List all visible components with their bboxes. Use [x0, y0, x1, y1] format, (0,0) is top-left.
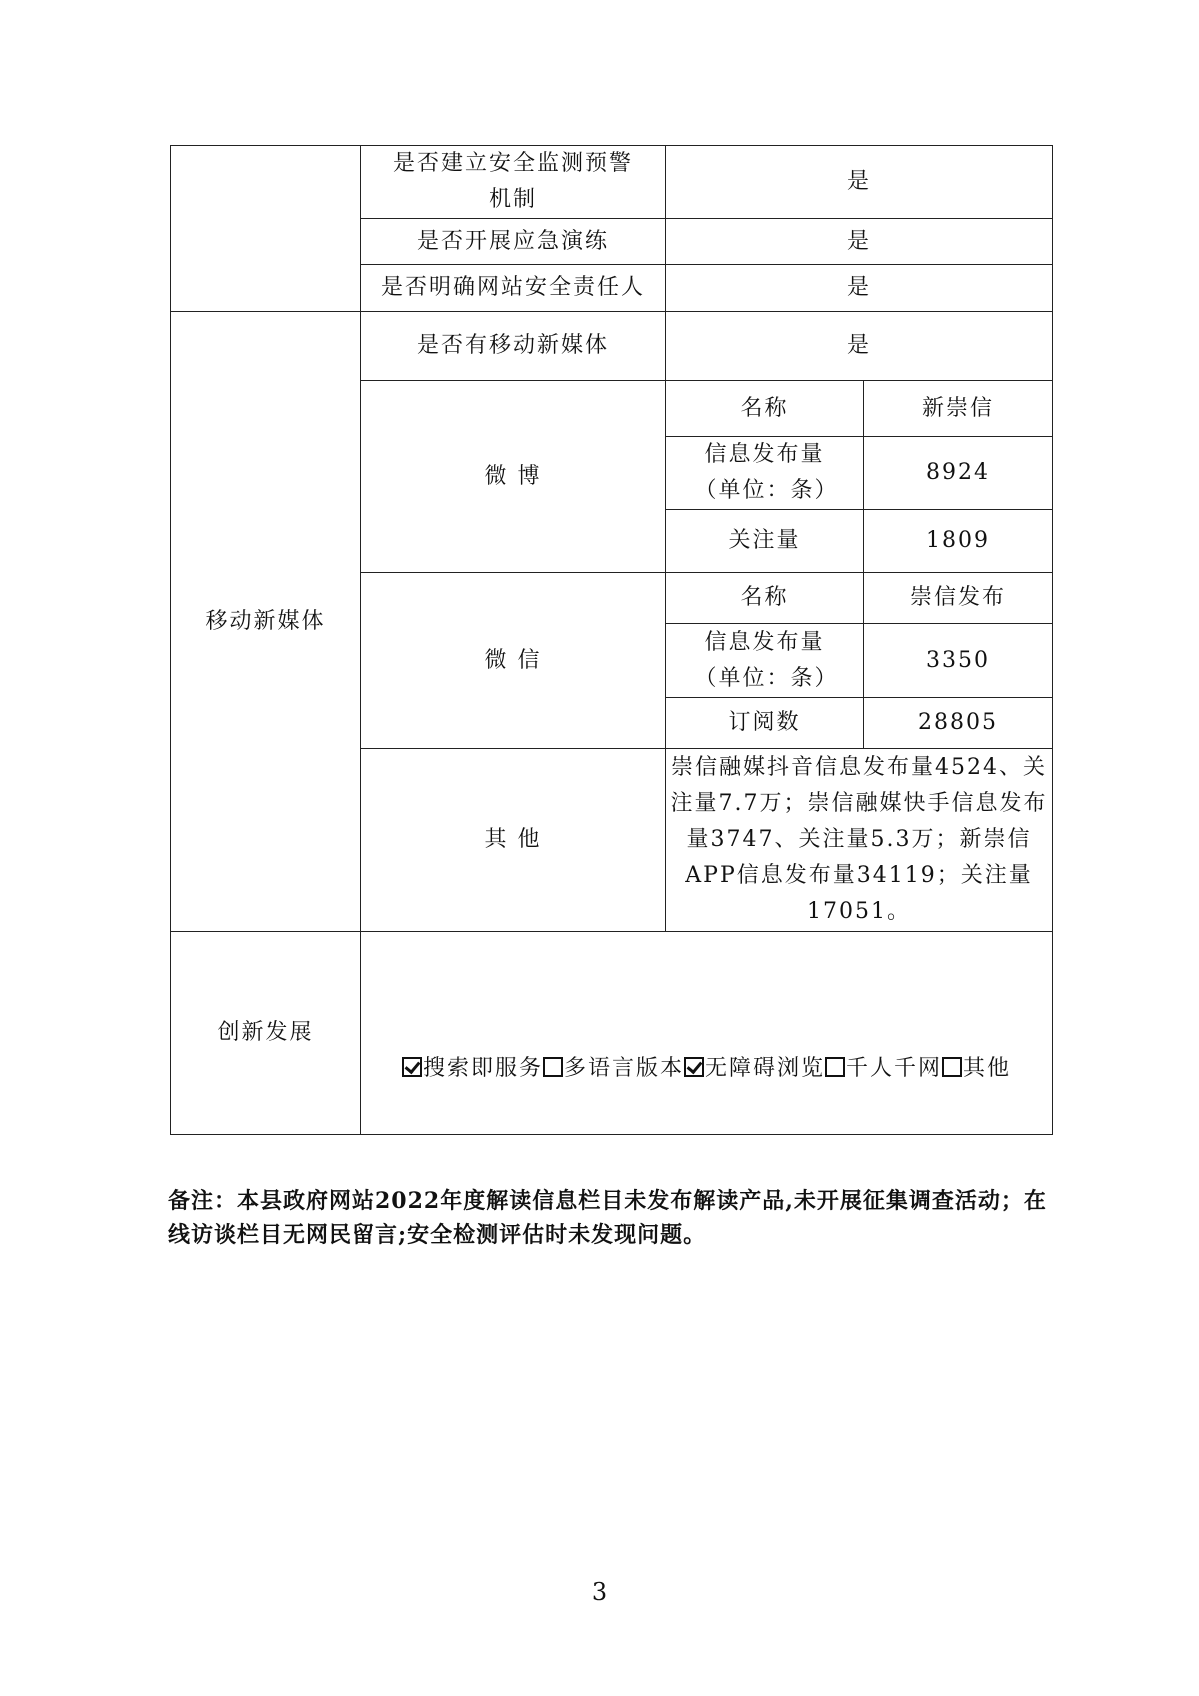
- innovation-options: [361, 932, 1053, 1135]
- remark-note: 备注：本县政府网站2022年度解读信息栏目未发布解读产品,未开展征集调查活动；在线访谈栏目无网民留言;安全检测评估时未发现问题。: [168, 1188, 1047, 1248]
- row-label: 是否建立安全监测预警机制: [361, 146, 666, 219]
- row-value: 是: [666, 265, 1053, 312]
- row-label: 是否开展应急演练: [361, 219, 666, 265]
- option-personalized[interactable]: 千人千网: [825, 1056, 942, 1081]
- empty-box-icon: [942, 1057, 962, 1077]
- option-other[interactable]: 其他: [942, 1056, 1011, 1081]
- other-label: 其 他: [361, 749, 666, 932]
- innovation-label: 创新发展: [171, 932, 361, 1135]
- option-accessibility[interactable]: 无障碍浏览: [684, 1056, 825, 1081]
- row-value: 是: [666, 219, 1053, 265]
- weixin-sub-value: 28805: [864, 698, 1053, 749]
- option-search-service[interactable]: 搜索即服务: [402, 1056, 543, 1081]
- row-label: 是否明确网站安全责任人: [361, 265, 666, 312]
- checked-box-icon: [402, 1057, 422, 1077]
- row-value: 是: [666, 146, 1053, 219]
- weibo-posts-value: 8924: [864, 437, 1053, 510]
- option-multilanguage[interactable]: 多语言版本: [543, 1056, 684, 1081]
- blank-category-cell: [171, 146, 361, 312]
- weixin-name-label: 名称: [666, 573, 864, 624]
- report-table: [170, 145, 1053, 1135]
- weixin-posts-value: 3350: [864, 624, 1053, 698]
- weibo-follow-label: 关注量: [666, 510, 864, 573]
- row-label: 是否有移动新媒体: [361, 312, 666, 381]
- weibo-follow-value: 1809: [864, 510, 1053, 573]
- weibo-posts-label: 信息发布量（单位：条）: [666, 437, 864, 510]
- weixin-name-value: 崇信发布: [864, 573, 1053, 624]
- weibo-name-label: 名称: [666, 381, 864, 437]
- weibo-label: 微 博: [361, 381, 666, 573]
- checked-box-icon: [684, 1057, 704, 1077]
- row-value: 是: [666, 312, 1053, 381]
- weixin-label: 微 信: [361, 573, 666, 749]
- page-number: 3: [591, 1578, 608, 1606]
- weibo-name-value: 新崇信: [864, 381, 1053, 437]
- empty-box-icon: [825, 1057, 845, 1077]
- weixin-posts-label: 信息发布量（单位：条）: [666, 624, 864, 698]
- weixin-sub-label: 订阅数: [666, 698, 864, 749]
- other-value: 崇信融媒抖音信息发布量4524、关注量7.7万；崇信融媒快手信息发布量3747、关注量5.3万；新崇信APP信息发布量34119；关注量17051。: [666, 749, 1053, 932]
- mobile-section-label: 移动新媒体: [171, 312, 361, 932]
- empty-box-icon: [543, 1057, 563, 1077]
